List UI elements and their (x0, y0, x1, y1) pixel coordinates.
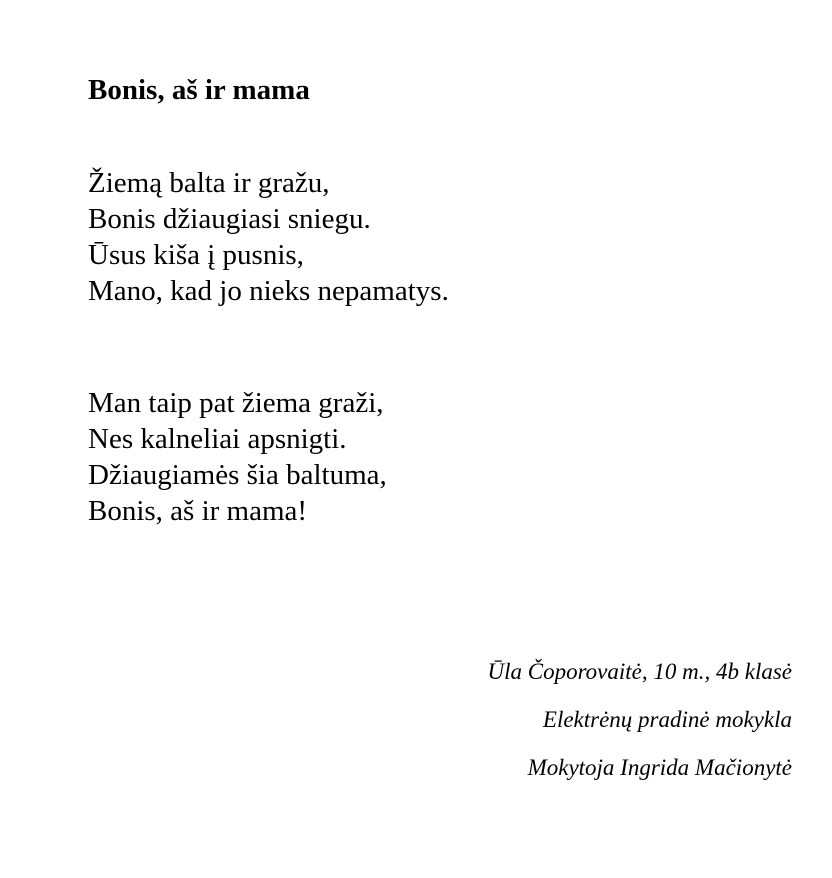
poem-stanza-2 (88, 385, 387, 529)
poem-title: Bonis, aš ir mama (88, 74, 310, 106)
poem-line: Žiemą balta ir gražu, (88, 167, 330, 199)
poem-line: Ūsus kiša į pusnis, (88, 239, 304, 271)
poem-line: Man taip pat žiema graži, (88, 387, 384, 419)
poem-line: Bonis, aš ir mama! (88, 495, 308, 527)
poem-line: Bonis džiaugiasi sniegu. (88, 203, 371, 235)
signature-author: Ūla Čoporovaitė, 10 m., 4b klasė (487, 659, 792, 684)
signature-block (487, 648, 792, 792)
poem-line: Mano, kad jo nieks nepamatys. (88, 275, 449, 307)
poem-stanza-1 (88, 165, 449, 309)
signature-teacher: Mokytoja Ingrida Mačionytė (527, 755, 792, 780)
poem-line: Džiaugiamės šia baltuma, (88, 459, 387, 491)
poem-line: Nes kalneliai apsnigti. (88, 423, 347, 455)
signature-school: Elektrėnų pradinė mokykla (542, 707, 792, 732)
